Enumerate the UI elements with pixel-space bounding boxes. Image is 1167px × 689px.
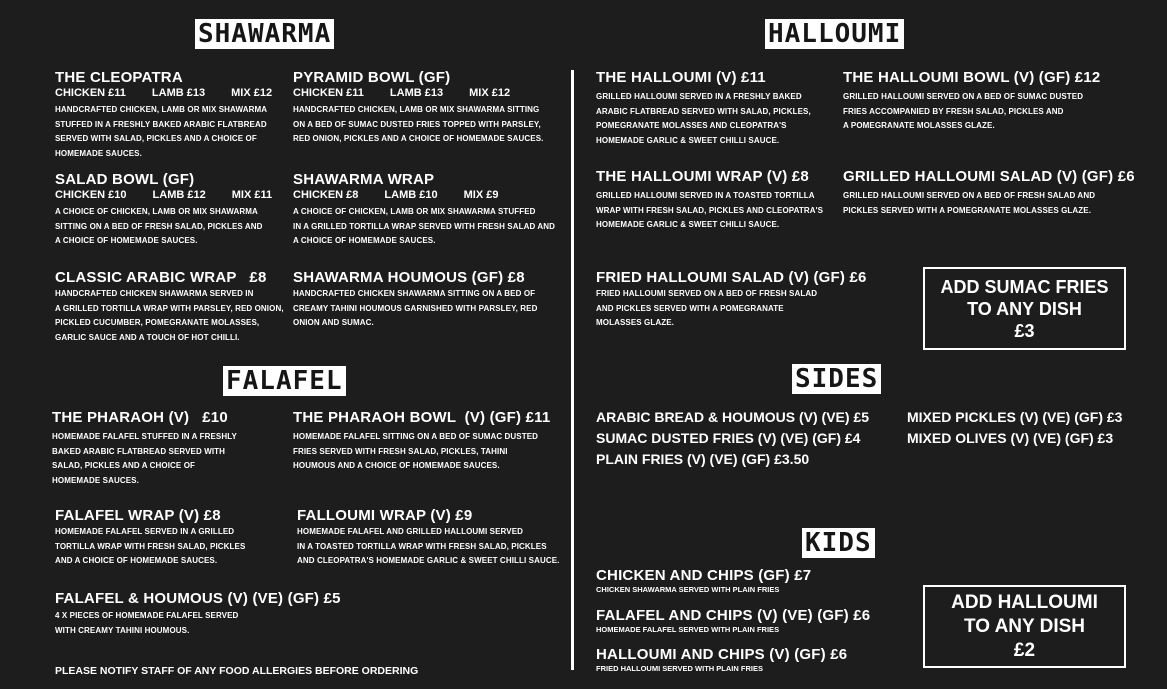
item-description [293,103,543,147]
item-title: PYRAMID BOWL (GF) [293,69,451,86]
menu-item [55,171,298,249]
desc-line: HOMEMADE SAUCES. [52,475,139,485]
item-title: SHAWARMA WRAP [293,171,435,188]
price-lamb: LAMB £12 [152,189,206,201]
item-title: CLASSIC ARABIC WRAP £8 [55,269,267,286]
desc-line: A CHOICE OF HOMEMADE SAUCES. [55,236,198,245]
item-title: THE PHARAOH BOWL (V) (GF) £11 [293,409,551,426]
item-description [55,103,298,161]
price-lamb: LAMB £13 [389,87,444,99]
item-description [596,90,811,148]
desc-line: ARABIC FLATBREAD SERVED WITH SALAD, PICKLES, [596,106,811,116]
desc-line: TORTILLA WRAP WITH FRESH SALAD, PICKLES [55,541,246,551]
menu-item [297,507,559,569]
add-sumac-fries-box [923,267,1126,350]
menu-item [55,69,298,161]
desc-line: SITTING ON A BED OF FRESH SALAD, PICKLES AND [55,221,263,231]
item-title: SALAD BOWL (GF) [55,171,195,188]
sides-list-left [596,407,869,470]
side-item: MIXED PICKLES (V) (VE) (GF) £3 [907,409,1123,425]
desc-line: HANDCRAFTED CHICKEN SHAWARMA SERVED IN [55,289,254,298]
desc-line: FRIES ACCOMPANIED BY FRESH SALAD, PICKLES AND [843,106,1064,116]
desc-line: SALAD, PICKLES AND A CHOICE OF [52,461,196,470]
desc-line: WITH CREAMY TAHINI HOUMOUS. [55,625,190,635]
price-chicken: CHICKEN £10 [55,189,127,201]
desc-line: AND CLEOPATRA'S HOMEMADE GARLIC & SWEET CHILLI SAUCE. [297,556,560,565]
item-description [55,287,284,345]
side-item: ARABIC BREAD & HOUMOUS (V) (VE) £5 [596,409,870,425]
desc-line: A CHOICE OF CHICKEN, LAMB OR MIX SHAWARMA [55,207,258,216]
desc-line: ON A BED OF SUMAC DUSTED FRIES TOPPED WITH PARSLEY, [293,119,541,129]
column-divider [571,70,574,670]
desc-line: HOMEMADE FALAFEL STUFFED IN A FRESHLY [52,432,237,441]
side-item: SUMAC DUSTED FRIES (V) (VE) (GF) £4 [596,430,861,446]
item-title: THE PHARAOH (V) £10 [52,409,228,426]
item-description [293,287,537,331]
box-line: TO ANY DISH [967,298,1082,319]
desc-line: MOLASSES GLAZE. [596,318,674,327]
price-chicken: CHICKEN £11 [55,87,126,99]
item-title: HALLOUMI AND CHIPS (V) (GF) £6 [596,646,848,663]
menu-item [596,168,823,233]
kids-item [596,567,811,594]
desc-line: GARLIC SAUCE AND A TOUCH OF HOT CHILLI. [55,332,240,342]
kids-item [596,607,870,634]
price-lamb: LAMB £13 [151,87,206,99]
desc-line: POMEGRANATE MOLASSES AND CLEOPATRA'S [596,121,787,130]
desc-line: HOMEMADE GARLIC & SWEET CHILLI SAUCE. [596,135,780,145]
price-mix: MIX £11 [231,189,273,201]
item-title: THE HALLOUMI WRAP (V) £8 [596,168,809,185]
menu-item [293,171,555,249]
side-item: PLAIN FRIES (V) (VE) (GF) £3.50 [596,451,810,467]
desc-line: AND PICKLES SERVED WITH A POMEGRANATE [596,303,784,313]
item-description [52,430,237,488]
desc-line: 4 X PIECES OF HOMEMADE FALAFEL SERVED [55,611,239,620]
item-prices [55,189,298,202]
item-description [596,287,867,331]
menu-item [55,507,245,569]
item-description: FRIED HALLOUMI SERVED WITH PLAIN FRIES [596,664,763,673]
desc-line: HANDCRAFTED CHICKEN, LAMB OR MIX SHAWARMA [55,105,268,114]
item-title: SHAWARMA HOUMOUS (GF) £8 [293,269,525,286]
menu-item [55,590,341,638]
desc-line: CREAMY TAHINI HOUMOUS GARNISHED WITH PARSLEY, RED [293,303,538,313]
section-header-kids: KIDS [802,528,875,558]
price-chicken: CHICKEN £11 [293,87,364,99]
box-line: ADD HALLOUMI [951,591,1098,613]
desc-line: GRILLED HALLOUMI SERVED IN A FRESHLY BAKED [596,92,802,101]
desc-line: HANDCRAFTED CHICKEN SHAWARMA SITTING ON A BED OF [293,289,536,298]
box-line: ADD SUMAC FRIES [940,276,1109,297]
side-item: MIXED OLIVES (V) (VE) (GF) £3 [907,430,1114,446]
menu-item [52,409,237,488]
item-description [55,205,298,249]
item-description [843,90,1100,134]
item-title: CHICKEN AND CHIPS (GF) £7 [596,567,812,584]
desc-line: HOUMOUS AND A CHOICE OF HOMEMADE SAUCES. [293,461,500,470]
item-title: THE CLEOPATRA [55,69,183,86]
menu-item [55,269,284,345]
desc-line: STUFFED IN A FRESHLY BAKED ARABIC FLATBREAD [55,119,267,129]
add-halloumi-box [923,585,1126,668]
desc-line: HOMEMADE FALAFEL SITTING ON A BED OF SUMAC DUSTED [293,432,539,441]
desc-line: A CHOICE OF HOMEMADE SAUCES. [293,236,436,245]
section-header-shawarma: SHAWARMA [195,19,334,49]
item-prices [293,87,543,100]
price-chicken: CHICKEN £8 [293,189,359,201]
item-title: THE HALLOUMI (V) £11 [596,69,766,86]
item-description [843,189,1135,218]
item-title: FALAFEL AND CHIPS (V) (VE) (GF) £6 [596,607,871,624]
desc-line: PICKLED CUCUMBER, POMEGRANATE MOLASSES, [55,318,260,327]
item-description [297,525,559,569]
section-header-sides: SIDES [792,364,881,394]
item-description [55,609,341,638]
item-title: FALAFEL WRAP (V) £8 [55,507,221,524]
desc-line: GRILLED HALLOUMI SERVED IN A TOASTED TORTILLA [596,191,815,200]
desc-line: AND A CHOICE OF HOMEMADE SAUCES. [55,556,218,565]
section-header-halloumi: HALLOUMI [765,19,904,49]
item-description [596,189,823,233]
menu-item [293,269,537,331]
menu-item [843,168,1135,218]
desc-line: IN A GRILLED TORTILLA WRAP SERVED WITH FRESH SALAD AND [293,221,555,231]
section-header-falafel: FALAFEL [223,366,346,396]
desc-line: HANDCRAFTED CHICKEN, LAMB OR MIX SHAWARMA SITTING [293,105,540,114]
menu-item [596,269,867,331]
desc-line: HOMEMADE FALAFEL SERVED IN A GRILLED [55,527,235,536]
desc-line: A GRILLED TORTILLA WRAP WITH PARSLEY, RED ONION, [55,303,284,313]
desc-line: SERVED WITH SALAD, PICKLES AND A CHOICE OF [55,134,257,143]
menu-item [293,69,543,147]
price-mix: MIX £12 [231,87,273,99]
desc-line: PICKLES SERVED WITH A POMEGRANATE MOLASSES GLAZE. [843,205,1092,215]
sides-list-right [907,407,1122,449]
desc-line: WRAP WITH FRESH SALAD, PICKLES AND CLEOPATRA'S [596,205,824,215]
menu-item [596,69,811,148]
desc-line: IN A TOASTED TORTILLA WRAP WITH FRESH SALAD, PICKLES [297,541,547,551]
price-mix: MIX £9 [463,189,499,201]
desc-line: HOMEMADE SAUCES. [55,148,142,158]
item-title: FALAFEL & HOUMOUS (V) (VE) (GF) £5 [55,590,341,607]
desc-line: ONION AND SUMAC. [293,318,374,327]
box-price: £3 [1014,320,1035,341]
item-title: FALLOUMI WRAP (V) £9 [297,507,473,524]
menu-item [843,69,1100,134]
item-description [293,205,555,249]
kids-item [596,646,847,673]
box-price: £2 [1013,639,1036,661]
desc-line: A CHOICE OF CHICKEN, LAMB OR MIX SHAWARMA STUFFED [293,207,536,216]
menu-item [293,409,550,474]
desc-line: A POMEGRANATE MOLASSES GLAZE. [843,121,995,130]
desc-line: HOMEMADE FALAFEL AND GRILLED HALLOUMI SERVED [297,527,524,536]
desc-line: FRIED HALLOUMI SERVED ON A BED OF FRESH SALAD [596,289,818,298]
desc-line: RED ONION, PICKLES AND A CHOICE OF HOMEMADE SAUCES. [293,134,544,143]
item-prices [293,189,555,202]
desc-line: GRILLED HALLOUMI SERVED ON A BED OF FRESH SALAD AND [843,191,1096,200]
desc-line: HOMEMADE GARLIC & SWEET CHILLI SAUCE. [596,220,780,229]
desc-line: FRIES SERVED WITH FRESH SALAD, PICKLES, TAHINI [293,446,508,456]
item-title: FRIED HALLOUMI SALAD (V) (GF) £6 [596,269,867,286]
allergy-notice: PLEASE NOTIFY STAFF OF ANY FOOD ALLERGIES BEFORE ORDERING [55,665,419,677]
box-line: TO ANY DISH [963,615,1086,637]
item-description: HOMEMADE FALAFEL SERVED WITH PLAIN FRIES [596,625,780,634]
item-description [293,430,550,474]
item-title: THE HALLOUMI BOWL (V) (GF) £12 [843,69,1101,86]
item-description: CHICKEN SHAWARMA SERVED WITH PLAIN FRIES [596,585,780,594]
price-mix: MIX £12 [469,87,511,99]
item-description [55,525,245,569]
price-lamb: LAMB £10 [384,189,438,201]
item-prices [55,87,298,100]
desc-line: BAKED ARABIC FLATBREAD SERVED WITH [52,446,226,456]
desc-line: GRILLED HALLOUMI SERVED ON A BED OF SUMAC DUSTED [843,92,1084,101]
item-title: GRILLED HALLOUMI SALAD (V) (GF) £6 [843,168,1135,185]
